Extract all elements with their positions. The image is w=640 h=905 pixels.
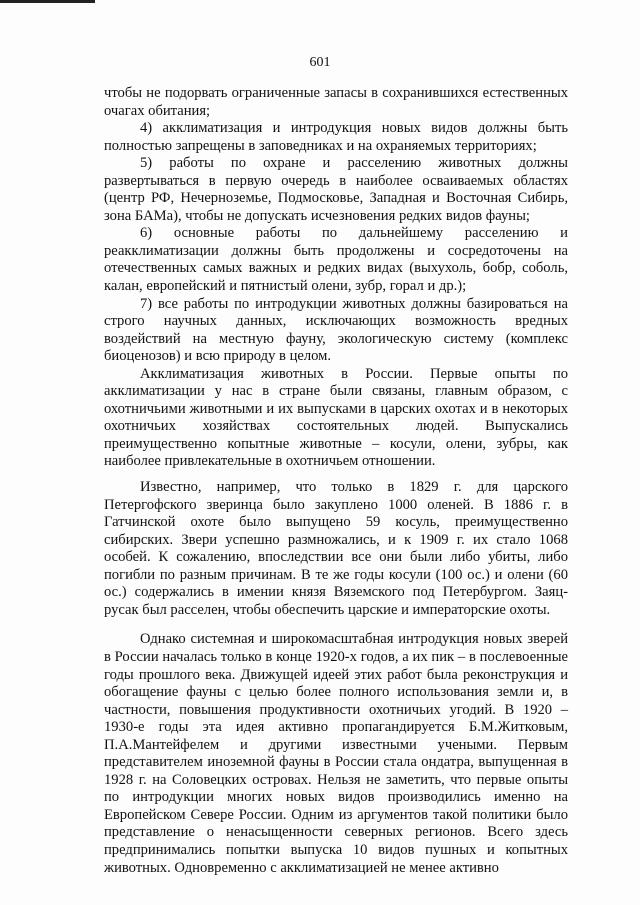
list-item-5: 5) работы по охране и расселению животных должны развертываться в первую очередь в наиболее осваиваемых областях (центр РФ, Нечерноземье, Подмосковье, Западная и Восточная Сибирь, зона БАМа), чтобы не допускать исчезновения редких видов фауны; [104,155,568,224]
paragraph-historical-examples: Известно, например, что только в 1829 г. для царского Петергофского зверинца было закуплено 1000 оленей. В 1886 г. в Гатчинской охоте было выпущено 59 косуль, преимущественно сибирских. Звери успешно размножались, и к 1909 г. их стало 1068 особей. К сожалению, впоследствии все они были либо убиты, либо погибли по разным причинам. В те же годы косули (100 ос.) и олени (60 ос.) содержались в имении князя Вяземского под Петербургом. Заяц-русак был расселен, чтобы обеспечить царские и императорские охоты. [104,479,568,618]
list-item-4: 4) акклиматизация и интродукция новых видов должны быть полностью запрещены в заповедниках и на охраняемых территориях; [104,120,568,154]
paragraph-acclimatization-russia: Акклиматизация животных в России. Первые опыты по акклиматизации у нас в стране были связаны, главным образом, с охотничьими животными и их выпусками в царских охотах и в некоторых охотничьих хозяйствах состоятельных людей. Выпускались преимущественно копытные животные – косули, олени, зубры, как наиболее привлекательные в охотничьем отношении. [104,365,568,470]
top-rule-line [0,0,95,3]
paragraph-continuation: чтобы не подорвать ограниченные запасы в сохранившихся естественных очагах обитания; [104,85,568,119]
list-item-7: 7) все работы по интродукции животных должны базироваться на строго научных данных, исключающих возможность вредных воздействий на местную фауну, экологическую систему (комплекс биоценозов) и всю природу в целом. [104,295,568,365]
body-text [104,85,568,877]
paragraph-systematic-introduction: Однако системная и широкомасштабная интродукция новых зверей в России началась только в конце 1920-х годов, а их пик – в послевоенные годы прошлого века. Движущей идеей этих работ была реконструкция и обогащение фауны с целью более полного использования земли и, в частности, повышения продуктивности охотничьих угодий. В 1920 – 1930-е годы эта идея активно пропагандируется Б.М.Житковым, П.А.Мантейфелем и другими известными учеными. Первым представителем иноземной фауны в России стала ондатра, выпущенная в 1928 г. на Соловецких островах. Нельзя не заметить, что первые опыты по интродукции многих новых видов производились именно на Европейском Севере России. Одним из аргументов такой политики было представление о ненасыщенности северных регионов. Всего здесь предпринимались попытки выпуска 10 видов пушных и копытных животных. Одновременно с акклиматизацией не менее активно [104,631,568,876]
page-number: 601 [309,55,331,70]
list-item-6: 6) основные работы по дальнейшему расселению и реакклиматизации должны быть продолжены и сосредоточены на отечественных самых важных и редких видах (выхухоль, бобр, соболь, калан, европейский и пятнистый олени, зубр, горал и др.); [104,225,568,295]
